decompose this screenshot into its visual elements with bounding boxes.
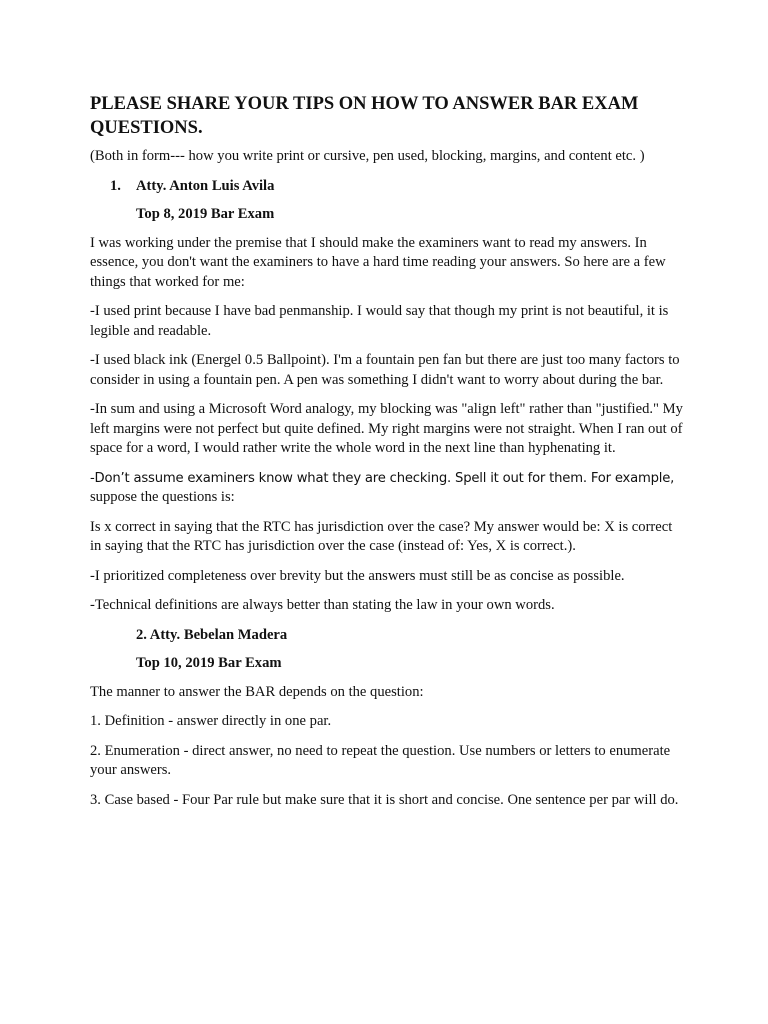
- paragraph: Is x correct in saying that the RTC has jurisdiction over the case? My answer would be: X is correct in saying that the RTC has jurisdiction over the case (instead of: Yes, X is correct.).: [90, 518, 673, 554]
- paragraph: -Technical definitions are always better than stating the law in your own words.: [90, 597, 555, 613]
- paragraph: -In sum and using a Microsoft Word analogy, my blocking was "align left" rather than "justified." My left margins were not perfect but quite defined. My right margins were not straight. When I ran out of space for a word, I would rather write the whole word in the next line than hyphenating it.: [90, 401, 683, 456]
- paragraph-text: suppose the questions is:: [90, 489, 235, 505]
- section-2-rank: Top 10, 2019 Bar Exam: [136, 655, 282, 671]
- paragraph: I was working under the premise that I should make the examiners want to read my answers. In essence, you don't want the examiners to have a hard time reading your answers. So here are a few things that worked for me:: [90, 234, 666, 290]
- document-page: [90, 92, 686, 820]
- paragraph: 2. Enumeration - direct answer, no need to repeat the question. Use numbers or letters to enumerate your answers.: [90, 742, 671, 778]
- section-1-number: 1.: [110, 177, 121, 194]
- paragraph: -I used print because I have bad penmanship. I would say that though my print is not beautiful, it is legible and readable.: [90, 303, 669, 339]
- document-subtitle: (Both in form--- how you write print or cursive, pen used, blocking, margins, and content etc. ): [90, 148, 645, 164]
- section-1-heading: [90, 177, 686, 197]
- paragraph: -I prioritized completeness over brevity but the answers must still be as concise as possible.: [90, 567, 625, 584]
- section-2-heading: 2. Atty. Bebelan Madera: [136, 626, 288, 643]
- paragraph-alt-font-text: -Don’t assume examiners know what they are checking. Spell it out for them. For example,: [90, 470, 675, 486]
- paragraph: -I used black ink (Energel 0.5 Ballpoint). I'm a fountain pen fan but there are just too many factors to consider in using a fountain pen. A pen was something I didn't want to worry about during the bar.: [90, 352, 680, 388]
- paragraph: 1. Definition - answer directly in one par.: [90, 713, 332, 729]
- section-1-rank: Top 8, 2019 Bar Exam: [136, 206, 275, 222]
- section-1-name: Atty. Anton Luis Avila: [136, 177, 275, 194]
- paragraph: 3. Case based - Four Par rule but make sure that it is short and concise. One sentence per par will do.: [90, 791, 679, 808]
- document-title: PLEASE SHARE YOUR TIPS ON HOW TO ANSWER BAR EXAM QUESTIONS.: [90, 94, 639, 138]
- paragraph: The manner to answer the BAR depends on the question:: [90, 683, 424, 700]
- paragraph-mixed-font: [90, 469, 686, 508]
